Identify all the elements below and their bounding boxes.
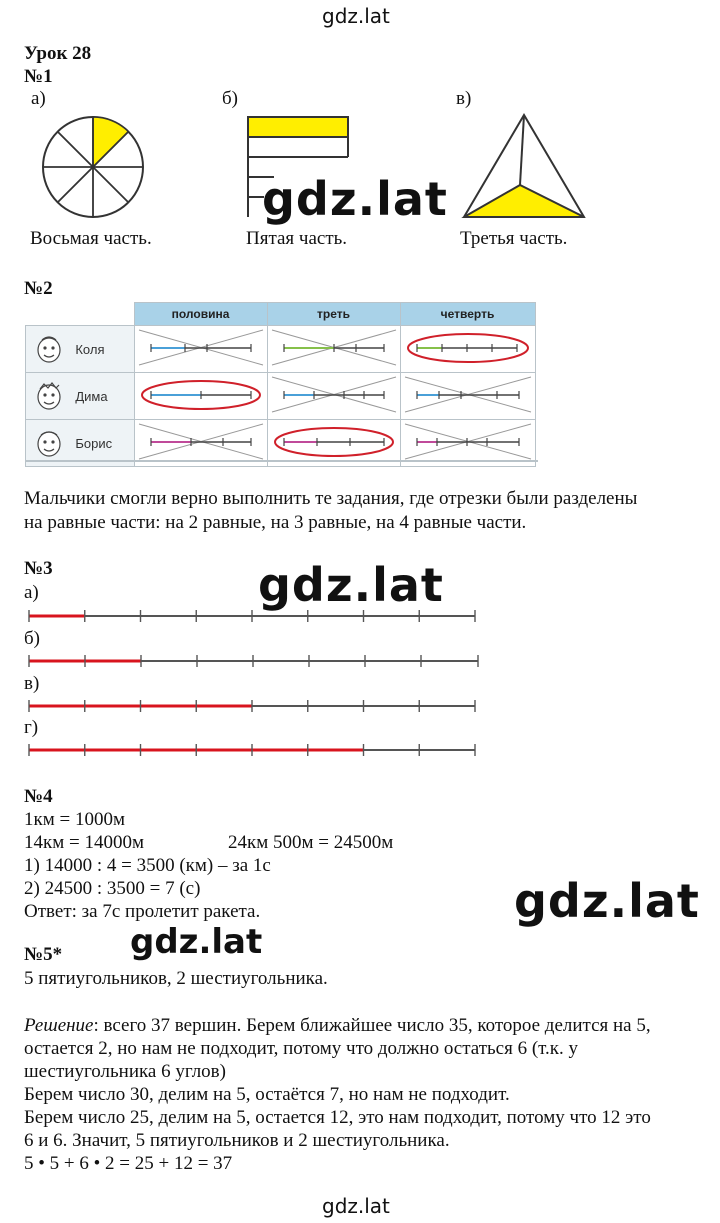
lesson-title: Урок 28	[24, 43, 92, 64]
solution-label: Решение	[24, 1015, 94, 1036]
column-header: четверть	[400, 303, 535, 326]
task4-line5: Ответ: за 7с пролетит ракета.	[24, 901, 261, 922]
table-cell	[134, 326, 267, 373]
watermark-bottom: gdz.lat	[322, 1194, 390, 1218]
task2-table-wrap	[25, 302, 538, 462]
task5-solution-line3: шестиугольника 6 углов)	[24, 1061, 226, 1082]
task4-line3: 1) 14000 : 4 = 3500 (км) – за 1с	[24, 855, 271, 876]
watermark-top: gdz.lat	[322, 4, 390, 28]
task1-letter-a: а)	[31, 88, 46, 109]
segment-half-circled	[135, 373, 267, 416]
task5-solution-line5: Берем число 25, делим на 5, остается 12, это нам подходит, потому что 12 это	[24, 1107, 651, 1128]
task2-conclusion-line1: Мальчики смогли верно выполнить те задания, где отрезки были разделены	[24, 488, 638, 509]
task5-solution-line4: Берем число 30, делим на 5, остаётся 7, но нам не подходит.	[24, 1084, 510, 1105]
task2-table	[25, 302, 536, 467]
table-cell	[400, 326, 535, 373]
table-cell	[267, 373, 400, 420]
task1-caption-a: Восьмая часть.	[30, 228, 152, 249]
task2-conclusion-line2: на равные части: на 2 равные, на 3 равные, на 4 равные части.	[24, 512, 527, 533]
segment-third-cross	[268, 326, 400, 369]
table-cell	[267, 326, 400, 373]
segment-third-circled	[268, 420, 400, 463]
task5-solution-line1	[24, 1014, 651, 1037]
table-cell	[134, 373, 267, 420]
circle-eighths-figure	[38, 112, 148, 222]
table-bottom-rule	[25, 460, 538, 462]
header-blank	[26, 303, 135, 326]
table-row	[26, 326, 536, 373]
task3-heading: №3	[24, 558, 53, 579]
segment-line-a	[24, 606, 484, 626]
task5-solution-line7: 5 • 5 + 6 • 2 = 25 + 12 = 37	[24, 1153, 233, 1174]
boy-face-icon	[36, 334, 62, 364]
task3-letter-c: в)	[24, 673, 40, 694]
segment-half-cross	[135, 326, 267, 369]
task4-line1: 1км = 1000м	[24, 809, 125, 830]
task3-letter-d: г)	[24, 717, 39, 738]
segment-quarter-cross	[401, 420, 535, 463]
task1-heading: №1	[24, 66, 53, 87]
watermark-task3: gdz.lat	[258, 558, 444, 612]
segment-quarter-circled	[401, 326, 535, 369]
task5-solution-line6: 6 и 6. Значит, 5 пятиугольников и 2 шестиугольника.	[24, 1130, 450, 1151]
segment-quarter-cross	[401, 373, 535, 416]
segment-line-c	[24, 696, 484, 716]
task4-heading: №4	[24, 786, 53, 807]
task5-heading: №5*	[24, 944, 63, 965]
watermark-task5: gdz.lat	[130, 922, 263, 962]
column-header: половина	[134, 303, 267, 326]
task1-caption-b: Пятая часть.	[246, 228, 348, 249]
task3-letter-a: а)	[24, 582, 39, 603]
segment-line-b	[24, 651, 484, 671]
segment-third-cross	[268, 373, 400, 416]
row-name: Борис	[75, 435, 113, 451]
task4-line2a: 14км = 14000м	[24, 832, 144, 853]
task5-solution-line2: остается 2, но нам не подходит, потому что должно остаться 6 (т.к. у	[24, 1038, 579, 1059]
column-header: треть	[267, 303, 400, 326]
watermark-fig1: gdz.lat	[262, 172, 448, 226]
task1-letter-c: в)	[456, 88, 472, 109]
row-name-cell	[26, 373, 135, 420]
table-header-row	[26, 303, 536, 326]
solution-text: : всего 37 вершин. Берем ближайшее число 35, которое делится на 5,	[93, 1015, 651, 1036]
boy-face-icon	[36, 428, 62, 458]
table-cell	[400, 373, 535, 420]
watermark-right: gdz.lat	[514, 874, 700, 928]
segment-line-d	[24, 740, 484, 760]
table-row	[26, 373, 536, 420]
task1-caption-c: Третья часть.	[460, 228, 568, 249]
task1-letter-b: б)	[222, 88, 238, 109]
task4-line2b: 24км 500м = 24500м	[228, 832, 394, 853]
row-name: Дима	[75, 388, 108, 404]
boy-face-icon	[36, 381, 62, 411]
row-name-cell	[26, 326, 135, 373]
task3-letter-b: б)	[24, 628, 40, 649]
task4-line4: 2) 24500 : 3500 = 7 (с)	[24, 878, 201, 899]
triangle-thirds-figure	[460, 110, 590, 222]
task2-heading: №2	[24, 278, 53, 299]
row-name: Коля	[75, 341, 105, 357]
task5-answer: 5 пятиугольников, 2 шестиугольника.	[24, 968, 328, 989]
segment-half-cross	[135, 420, 267, 463]
